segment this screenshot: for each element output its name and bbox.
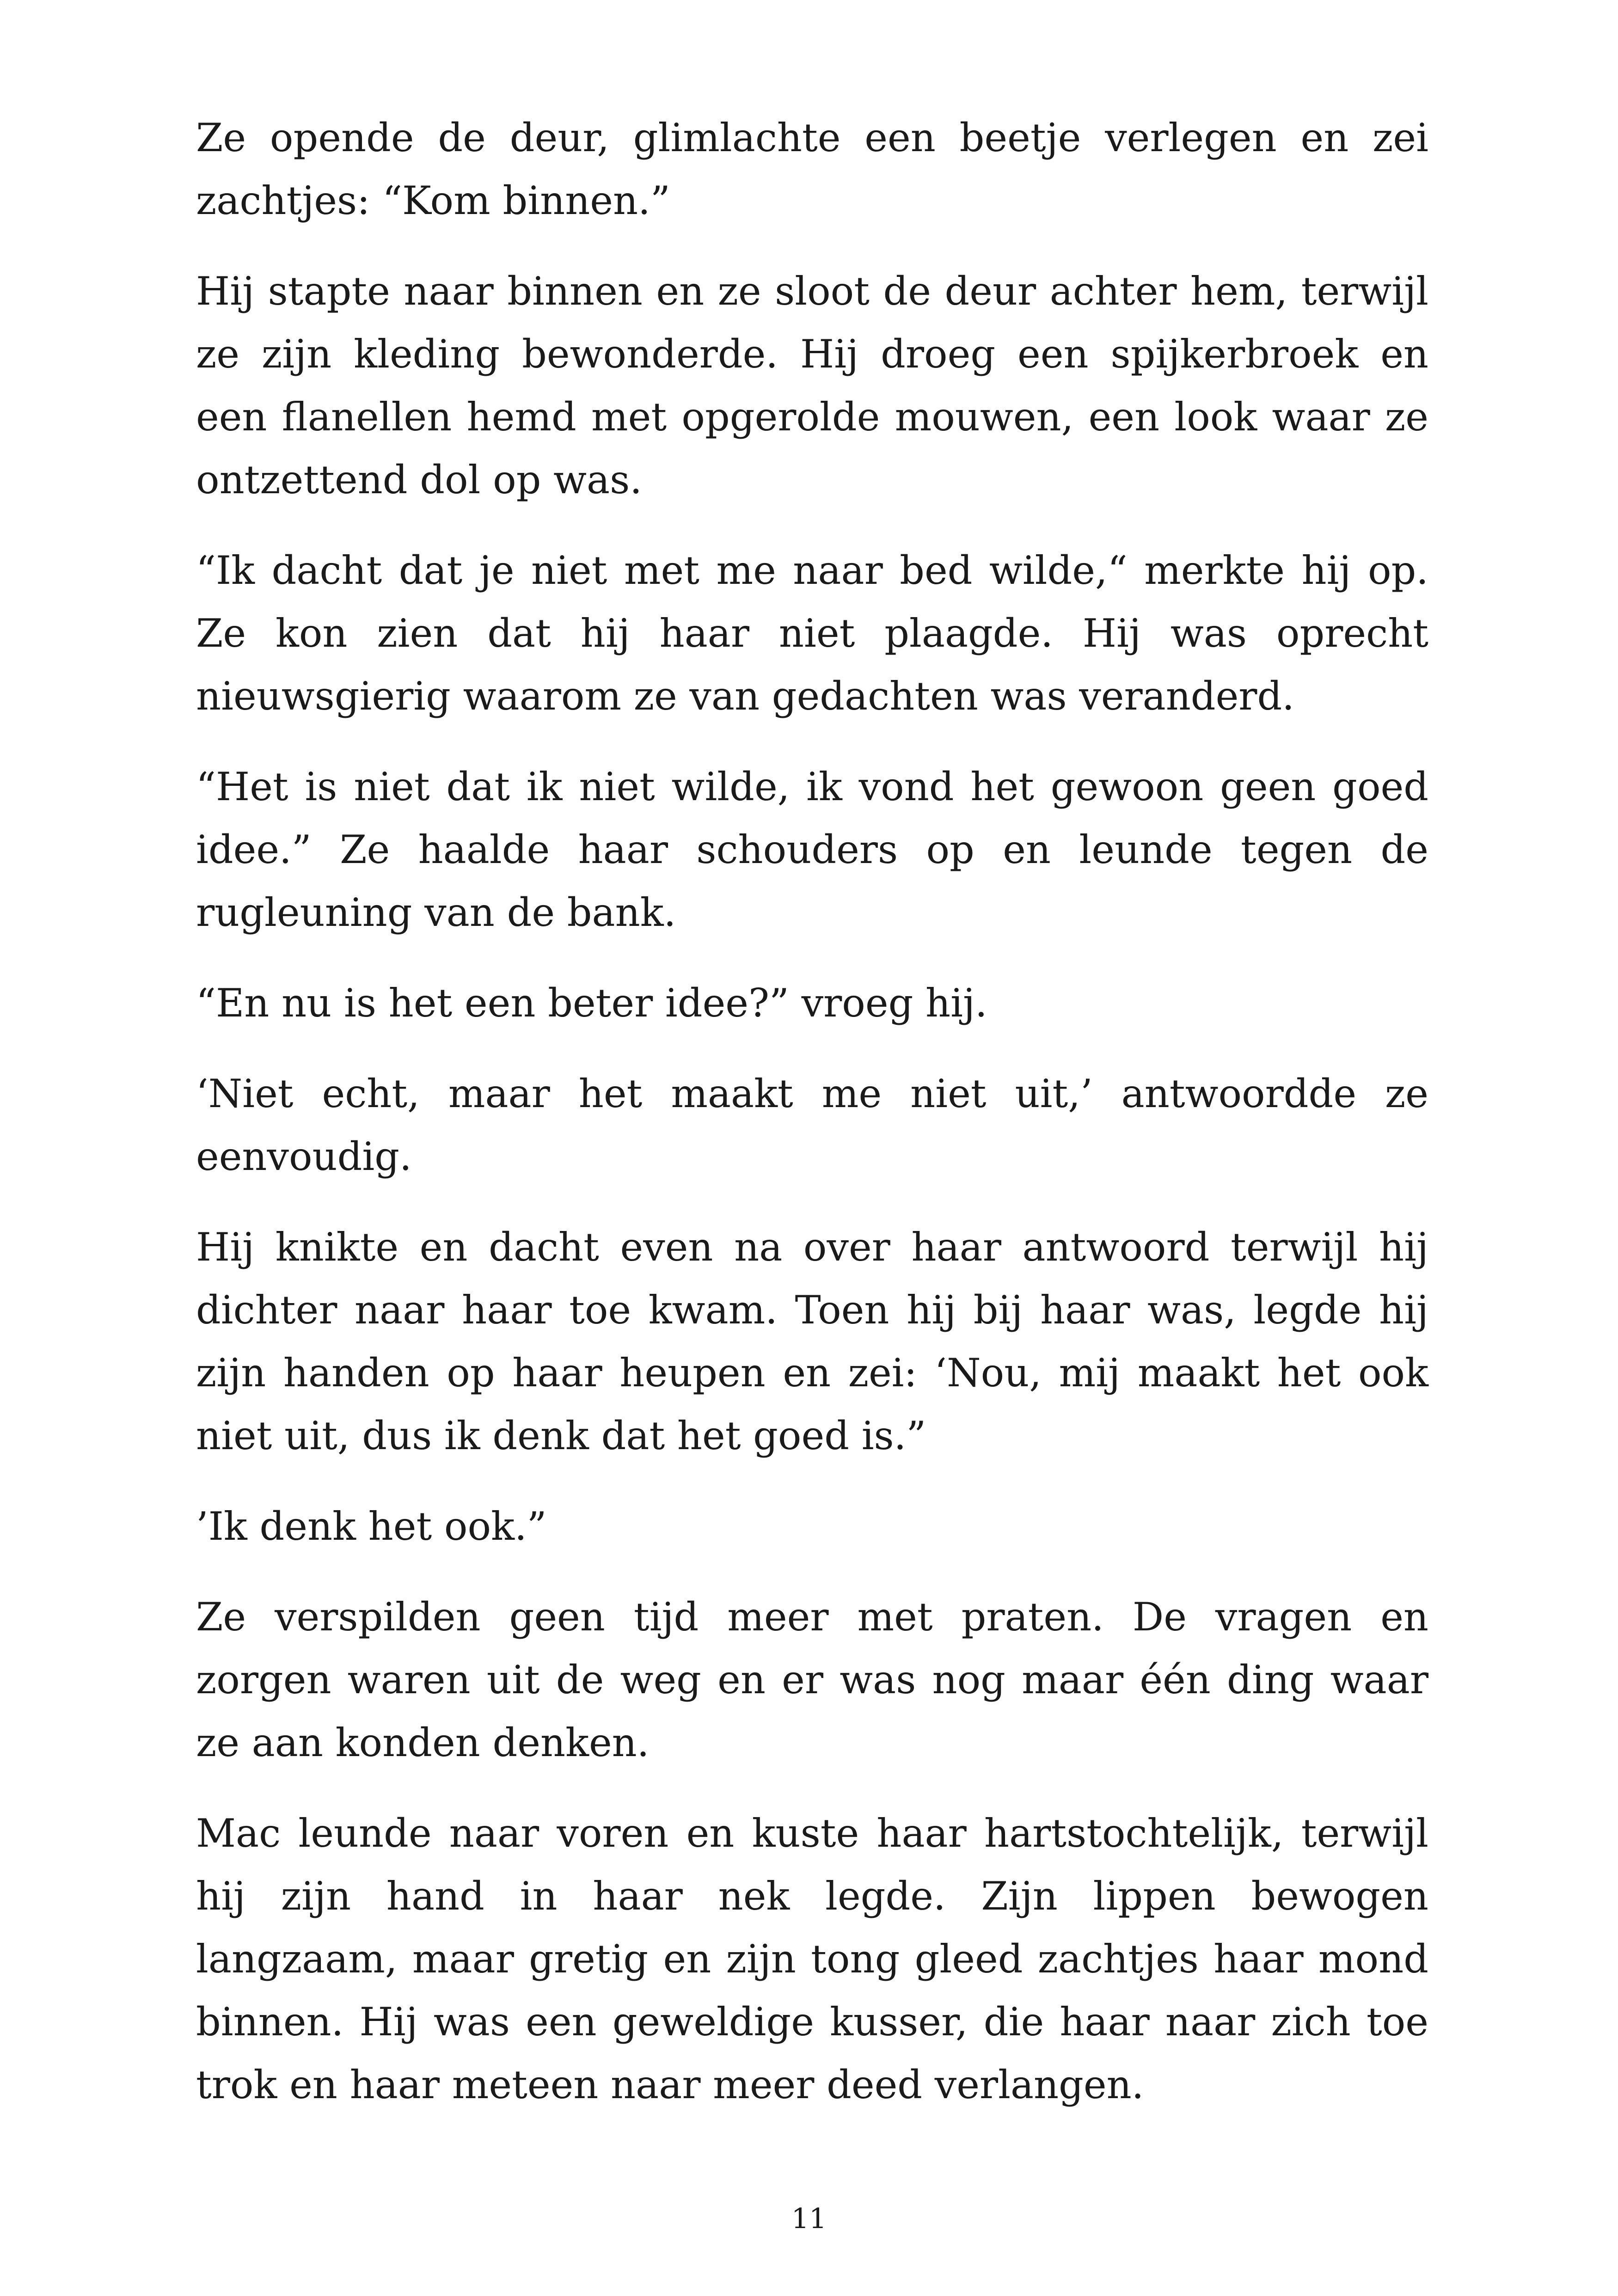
- page-number: 11: [791, 2203, 827, 2235]
- paragraph: Ze verspilden geen tijd meer met praten. De vragen en zorgen waren uit de weg en er was nog maar één ding waar ze aan konden denken.: [196, 1594, 1428, 1765]
- paragraph: ’Ik denk het ook.”: [196, 1504, 547, 1549]
- paragraph: “En nu is het een beter idee?” vroeg hij.: [196, 980, 987, 1026]
- paragraph: ‘Niet echt, maar het maakt me niet uit,’ antwoordde ze eenvoudig.: [196, 1071, 1428, 1179]
- paragraph: Mac leunde naar voren en kuste haar hartstochtelijk, terwijl hij zijn hand in haar nek legde. Zijn lippen bewogen langzaam, maar gretig en zijn tong gleed zachtjes haar mond binnen. Hij was een geweldige kusser, die haar naar zich toe trok en haar meteen naar meer deed verlangen.: [196, 1811, 1428, 2107]
- paragraph: Ze opende de deur, glimlachte een beetje verlegen en zei zachtjes: “Kom binnen.”: [196, 115, 1428, 223]
- paragraph: Hij stapte naar binnen en ze sloot de deur achter hem, terwijl ze zijn kleding bewonderde. Hij droeg een spijkerbroek en een flanellen hemd met opgerolde mouwen, een look waar ze ontzettend dol op was.: [196, 269, 1428, 502]
- paragraph: “Ik dacht dat je niet met me naar bed wilde,“ merkte hij op. Ze kon zien dat hij haar niet plaagde. Hij was oprecht nieuwsgierig waarom ze van gedachten was veranderd.: [196, 548, 1428, 719]
- paragraph: Hij knikte en dacht even na over haar antwoord terwijl hij dichter naar haar toe kwam. Toen hij bij haar was, legde hij zijn handen op haar heupen en zei: ‘Nou, mij maakt het ook niet uit, dus ik denk dat het goed is.”: [196, 1225, 1428, 1458]
- body-text: [196, 106, 1428, 2144]
- paragraph: “Het is niet dat ik niet wilde, ik vond het gewoon geen goed idee.” Ze haalde haar schouders op en leunde tegen de rugleuning van de bank.: [196, 764, 1428, 935]
